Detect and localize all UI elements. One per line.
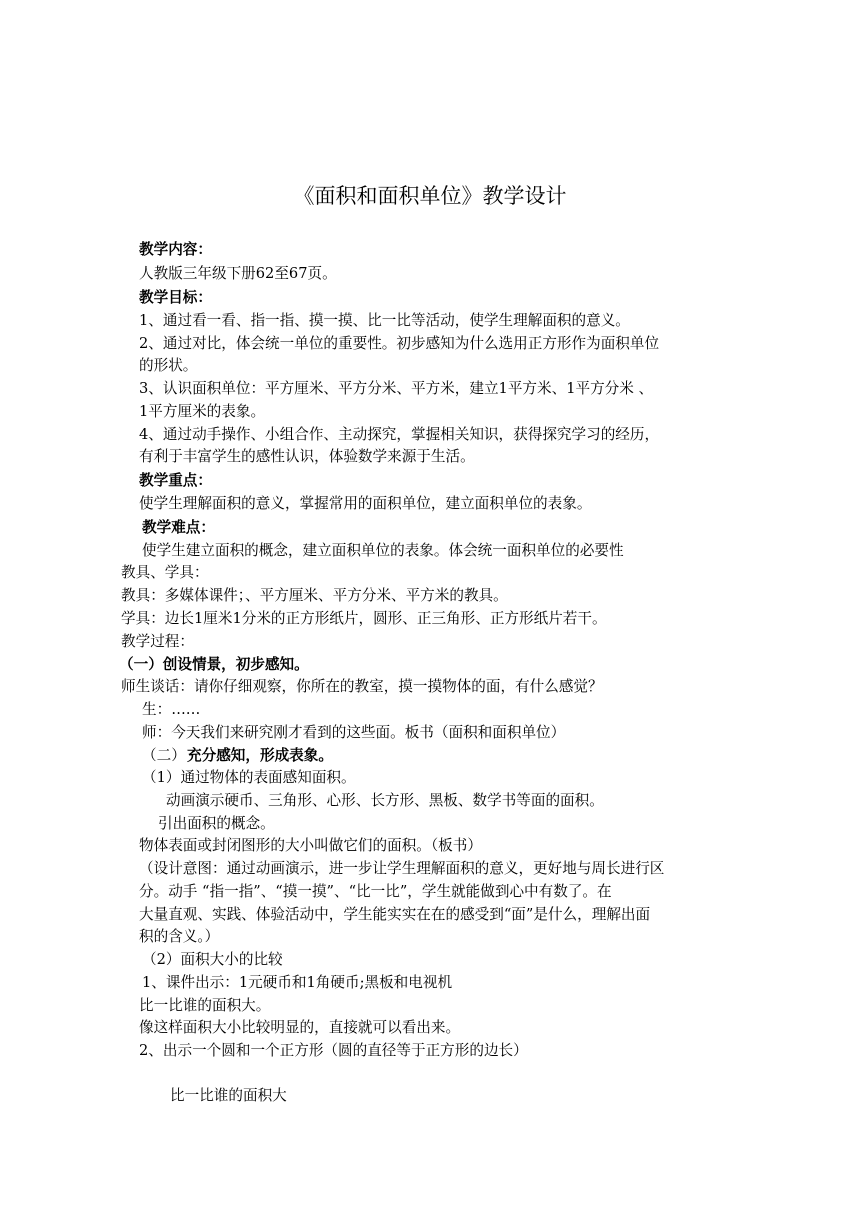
text-line: 分。动手 “指一指”、“摸一摸”、“比一比”，学生就能做到心中有数了。在 bbox=[139, 883, 612, 900]
text-line: 1、课件出示：1元硬币和1角硬币;黑板和电视机 bbox=[142, 974, 453, 991]
text-line: 师生谈话：请你仔细观察，你所在的教室，摸一摸物体的面，有什么感觉？ bbox=[121, 678, 603, 695]
text-line: 1、通过看一看、指一指、摸一摸、比一比等活动，使学生理解面积的意义。 bbox=[139, 312, 630, 329]
text-line: 使学生理解面积的意义，掌握常用的面积单位，建立面积单位的表象。 bbox=[139, 495, 592, 512]
text-line: 像这样面积大小比较明显的，直接就可以看出来。 bbox=[139, 1019, 461, 1036]
text-line: 大量直观、实践、体验活动中，学生能实实在在的感受到“面”是什么，理解出面 bbox=[139, 906, 651, 923]
text-line: （2）面积大小的比较 bbox=[142, 951, 283, 968]
text-line: 1平方厘米的表象。 bbox=[139, 403, 266, 420]
text-line: 的形状。 bbox=[139, 357, 198, 374]
text-line: 人教版三年级下册62至67页。 bbox=[139, 265, 337, 282]
text-line: 教学过程： bbox=[121, 633, 194, 650]
text-line: 4、通过动手操作、小组合作、主动探究，掌握相关知识，获得探究学习的经历， bbox=[139, 426, 660, 443]
text-line: 2、出示一个圆和一个正方形（圆的直径等于正方形的边长） bbox=[139, 1042, 528, 1059]
section-heading-content: 教学内容： bbox=[139, 241, 212, 258]
section-heading-objectives: 教学目标： bbox=[139, 289, 212, 306]
text-line: 2、通过对比，体会统一单位的重要性。初步感知为什么选用正方形作为面积单位 bbox=[139, 335, 660, 352]
text-line: 比一比谁的面积大。 bbox=[139, 997, 271, 1014]
section-heading-key-points: 教学重点： bbox=[139, 472, 212, 489]
section-heading-step-two: 充分感知，形成表象。 bbox=[187, 747, 333, 764]
text-line: 物体表面或封闭图形的大小叫做它们的面积。（板书） bbox=[139, 837, 482, 854]
text-line: 师：今天我们来研究刚才看到的这些面。板书（面积和面积单位） bbox=[142, 724, 566, 741]
section-heading-step-one: （一）创设情景，初步感知。 bbox=[119, 656, 309, 673]
text-line: （二） bbox=[142, 747, 186, 764]
text-line: 使学生建立面积的概念，建立面积单位的表象。体会统一面积单位的必要性 bbox=[142, 542, 624, 559]
text-line: 比一比谁的面积大 bbox=[170, 1087, 287, 1104]
text-line: 动画演示硬币、三角形、心形、长方形、黑板、数学书等面的面积。 bbox=[166, 792, 604, 809]
text-line: 教具：多媒体课件；、平方厘米、平方分米、平方米的教具。 bbox=[121, 587, 508, 604]
section-heading-difficulties: 教学难点： bbox=[142, 519, 215, 536]
text-line: （设计意图：通过动画演示，进一步让学生理解面积的意义，更好地与周长进行区 bbox=[139, 860, 665, 877]
text-line: （1）通过物体的表面感知面积。 bbox=[142, 769, 356, 786]
text-line: 有利于丰富学生的感性认识，体验数学来源于生活。 bbox=[139, 448, 475, 465]
text-line: 教具、学具： bbox=[121, 564, 209, 581]
text-line: 积的含义。） bbox=[139, 928, 220, 945]
document-title: 《面积和面积单位》教学设计 bbox=[293, 184, 567, 208]
text-line: 学具：边长1厘米1分米的正方形纸片，圆形、正三角形、正方形纸片若干。 bbox=[121, 610, 607, 627]
text-line: 3、认识面积单位：平方厘米、平方分米、平方米，建立1平方米、1平方分米 、 bbox=[139, 380, 654, 397]
text-line: 引出面积的概念。 bbox=[158, 815, 275, 832]
text-line: 生：…… bbox=[142, 701, 201, 718]
